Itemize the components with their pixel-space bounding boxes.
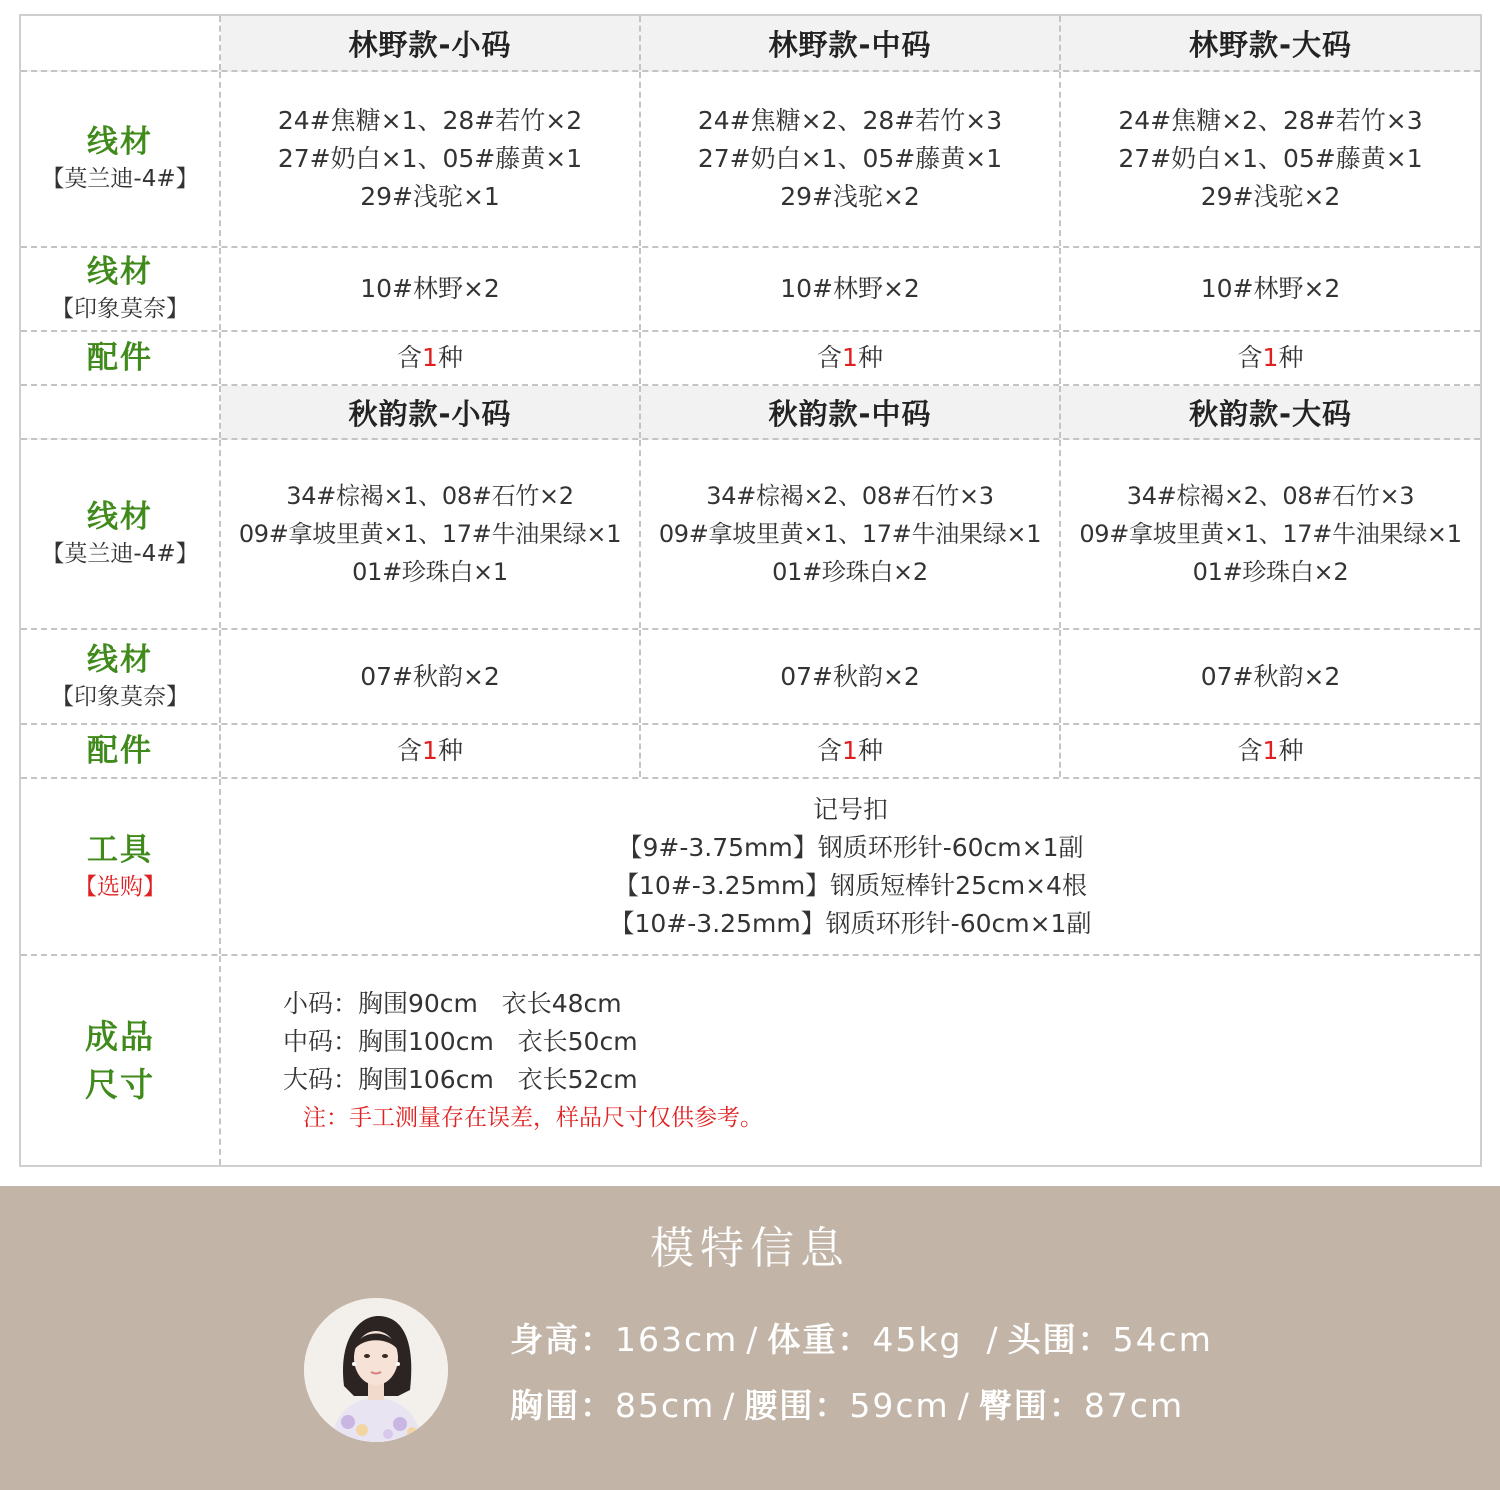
finished-size-cell	[221, 956, 1480, 1165]
tool-line: 【9#-3.75mm】钢质环形针-60cm×1副	[617, 832, 1084, 862]
column-header-text: 秋韵款-小码	[348, 396, 512, 431]
yarn-label: 线材	[87, 254, 153, 290]
yarn-cell	[1061, 248, 1480, 330]
model-info-title: 模特信息	[650, 1223, 850, 1274]
yarn-line: 29#浅驼×2	[780, 182, 920, 211]
yarn-cell	[641, 630, 1061, 723]
yarn-line: 01#珍珠白×1	[352, 558, 508, 586]
accessory-text	[397, 732, 463, 770]
accessory-suffix: 种	[857, 736, 883, 765]
yarn-cell	[1061, 72, 1480, 246]
yarn-brand-label: 【莫兰迪-4#】	[41, 166, 199, 192]
yarn-brand-label: 【印象莫奈】	[51, 296, 189, 322]
corner-cell	[21, 386, 221, 438]
yarn-label: 线材	[87, 641, 153, 678]
yarn-cell	[1061, 440, 1480, 628]
column-header	[641, 386, 1061, 438]
yarn-line: 10#林野×2	[1200, 274, 1341, 303]
row-label	[21, 956, 221, 1165]
hip-label: 臀围：	[978, 1386, 1084, 1425]
column-header-text: 林野款-小码	[348, 27, 512, 62]
accessory-text	[817, 732, 883, 770]
accessory-suffix: 种	[437, 343, 463, 372]
column-header	[221, 386, 641, 438]
yarn-line: 29#浅驼×1	[360, 182, 500, 211]
section1-accessory-row	[21, 332, 1480, 386]
corner-cell	[21, 16, 221, 70]
yarn-cell	[221, 440, 641, 628]
yarn-cell	[641, 72, 1061, 246]
tools-row	[21, 779, 1480, 956]
accessory-text	[1238, 732, 1304, 770]
row-label	[21, 72, 221, 246]
separator: /	[986, 1320, 1000, 1359]
yarn-line: 01#珍珠白×2	[772, 558, 928, 586]
yarn-label: 线材	[87, 124, 153, 160]
finished-size-label: 成品	[85, 1016, 155, 1056]
section1-header-row	[21, 16, 1480, 72]
yarn-cell	[221, 248, 641, 330]
accessory-count: 1	[422, 736, 438, 765]
section1-yarn-a-row	[21, 72, 1480, 248]
yarn-line: 01#珍珠白×2	[1192, 558, 1349, 586]
row-label	[21, 440, 221, 628]
weight-label: 体重：	[767, 1320, 873, 1359]
tool-line: 【10#-3.25mm】钢质环形针-60cm×1副	[609, 908, 1092, 938]
accessory-prefix: 含	[397, 736, 423, 765]
yarn-line: 34#棕褐×2、08#石竹×3	[706, 482, 994, 510]
section1-yarn-b-row	[21, 248, 1480, 332]
model-portrait-image	[304, 1298, 448, 1442]
yarn-line: 07#秋韵×2	[780, 661, 920, 691]
yarn-line: 27#奶白×1、05#藤黄×1	[277, 144, 583, 173]
yarn-cell	[221, 72, 641, 246]
accessory-text	[1238, 339, 1304, 377]
accessory-count: 1	[1262, 343, 1279, 372]
yarn-line: 29#浅驼×2	[1200, 182, 1341, 211]
hip-value: 87cm	[1083, 1386, 1185, 1425]
bust-value: 85cm	[615, 1386, 716, 1425]
tools-sublabel: 【选购】	[74, 873, 166, 900]
row-label	[21, 779, 221, 954]
accessory-text	[817, 339, 883, 377]
head-label: 头围：	[1007, 1320, 1113, 1359]
separator: /	[723, 1386, 737, 1425]
accessory-prefix: 含	[1237, 736, 1263, 765]
size-line: 中码：胸围100cm 衣长50cm	[283, 1026, 638, 1056]
section2-accessory-row	[21, 725, 1480, 779]
row-label	[21, 630, 221, 723]
tools-cell	[221, 779, 1480, 954]
section2-yarn-b-row	[21, 630, 1480, 725]
accessory-count: 1	[842, 736, 858, 765]
finished-size-row	[21, 956, 1480, 1165]
accessory-prefix: 含	[397, 343, 423, 372]
yarn-line: 10#林野×2	[780, 274, 920, 303]
column-header-text: 秋韵款-大码	[1188, 396, 1353, 431]
finished-size-label: 尺寸	[85, 1064, 155, 1104]
yarn-cell	[221, 630, 641, 723]
yarn-line: 24#焦糖×2、28#若竹×3	[697, 106, 1003, 135]
yarn-line: 07#秋韵×2	[360, 661, 500, 691]
yarn-brand-label: 【印象莫奈】	[51, 683, 189, 710]
yarn-brand-label: 【莫兰迪-4#】	[41, 541, 199, 567]
waist-label: 腰围：	[744, 1386, 850, 1425]
accessory-suffix: 种	[857, 343, 883, 372]
accessory-label: 配件	[87, 340, 153, 376]
yarn-line: 27#奶白×1、05#藤黄×1	[1118, 144, 1423, 173]
accessory-suffix: 种	[1278, 736, 1304, 765]
accessory-prefix: 含	[817, 736, 843, 765]
accessory-cell	[1061, 332, 1480, 384]
model-stats-line-2	[510, 1380, 1184, 1427]
column-header-text: 林野款-中码	[768, 27, 932, 62]
accessory-prefix: 含	[1237, 343, 1263, 372]
accessory-cell	[221, 332, 641, 384]
bust-label: 胸围：	[510, 1386, 615, 1425]
accessory-count: 1	[422, 343, 438, 372]
size-note: 注：手工测量存在误差，样品尺寸仅供参考。	[303, 1104, 763, 1131]
model-info-section	[0, 1186, 1500, 1490]
yarn-label: 线材	[87, 499, 153, 535]
accessory-label: 配件	[87, 733, 153, 769]
row-label	[21, 725, 221, 777]
yarn-line: 10#林野×2	[360, 274, 500, 303]
yarn-line: 09#拿坡里黄×1、17#牛油果绿×1	[658, 520, 1042, 548]
accessory-cell	[1061, 725, 1480, 777]
column-header	[1061, 16, 1480, 70]
tools-label: 工具	[87, 831, 153, 868]
column-header	[641, 16, 1061, 70]
separator: /	[746, 1320, 760, 1359]
accessory-cell	[221, 725, 641, 777]
head-value: 54cm	[1112, 1320, 1213, 1359]
accessory-cell	[641, 725, 1061, 777]
yarn-line: 24#焦糖×1、28#若竹×2	[277, 106, 583, 135]
column-header	[1061, 386, 1480, 438]
model-stats-line-1	[510, 1314, 1213, 1361]
height-value: 163cm	[615, 1320, 739, 1359]
row-label	[21, 332, 221, 384]
waist-value: 59cm	[849, 1386, 950, 1425]
separator: /	[957, 1386, 971, 1425]
accessory-suffix: 种	[437, 736, 463, 765]
yarn-line: 24#焦糖×2、28#若竹×3	[1118, 106, 1423, 135]
yarn-line: 09#拿坡里黄×1、17#牛油果绿×1	[1079, 520, 1462, 548]
accessory-count: 1	[1262, 736, 1279, 765]
yarn-cell	[641, 248, 1061, 330]
column-header	[221, 16, 641, 70]
yarn-line: 09#拿坡里黄×1、17#牛油果绿×1	[238, 520, 622, 548]
materials-table	[19, 14, 1482, 1167]
row-label	[21, 248, 221, 330]
column-header-text: 林野款-大码	[1188, 27, 1353, 62]
accessory-text	[397, 339, 463, 377]
model-avatar	[304, 1298, 448, 1442]
tool-line: 【10#-3.25mm】钢质短棒针25cm×4根	[614, 870, 1087, 900]
yarn-line: 07#秋韵×2	[1200, 661, 1341, 691]
section2-yarn-a-row	[21, 440, 1480, 630]
yarn-line: 34#棕褐×1、08#石竹×2	[286, 482, 574, 510]
column-header-text: 秋韵款-中码	[768, 396, 932, 431]
size-line: 大码：胸围106cm 衣长52cm	[283, 1064, 638, 1094]
height-label: 身高：	[510, 1320, 615, 1359]
section2-header-row	[21, 386, 1480, 440]
yarn-line: 27#奶白×1、05#藤黄×1	[697, 144, 1003, 173]
accessory-suffix: 种	[1278, 343, 1304, 372]
weight-value: 45kg	[872, 1320, 963, 1359]
accessory-count: 1	[842, 343, 858, 372]
yarn-cell	[1061, 630, 1480, 723]
size-line: 小码：胸围90cm 衣长48cm	[283, 988, 622, 1018]
accessory-cell	[641, 332, 1061, 384]
yarn-line: 34#棕褐×2、08#石竹×3	[1126, 482, 1415, 510]
yarn-cell	[641, 440, 1061, 628]
accessory-prefix: 含	[817, 343, 843, 372]
tool-line: 记号扣	[812, 794, 888, 824]
